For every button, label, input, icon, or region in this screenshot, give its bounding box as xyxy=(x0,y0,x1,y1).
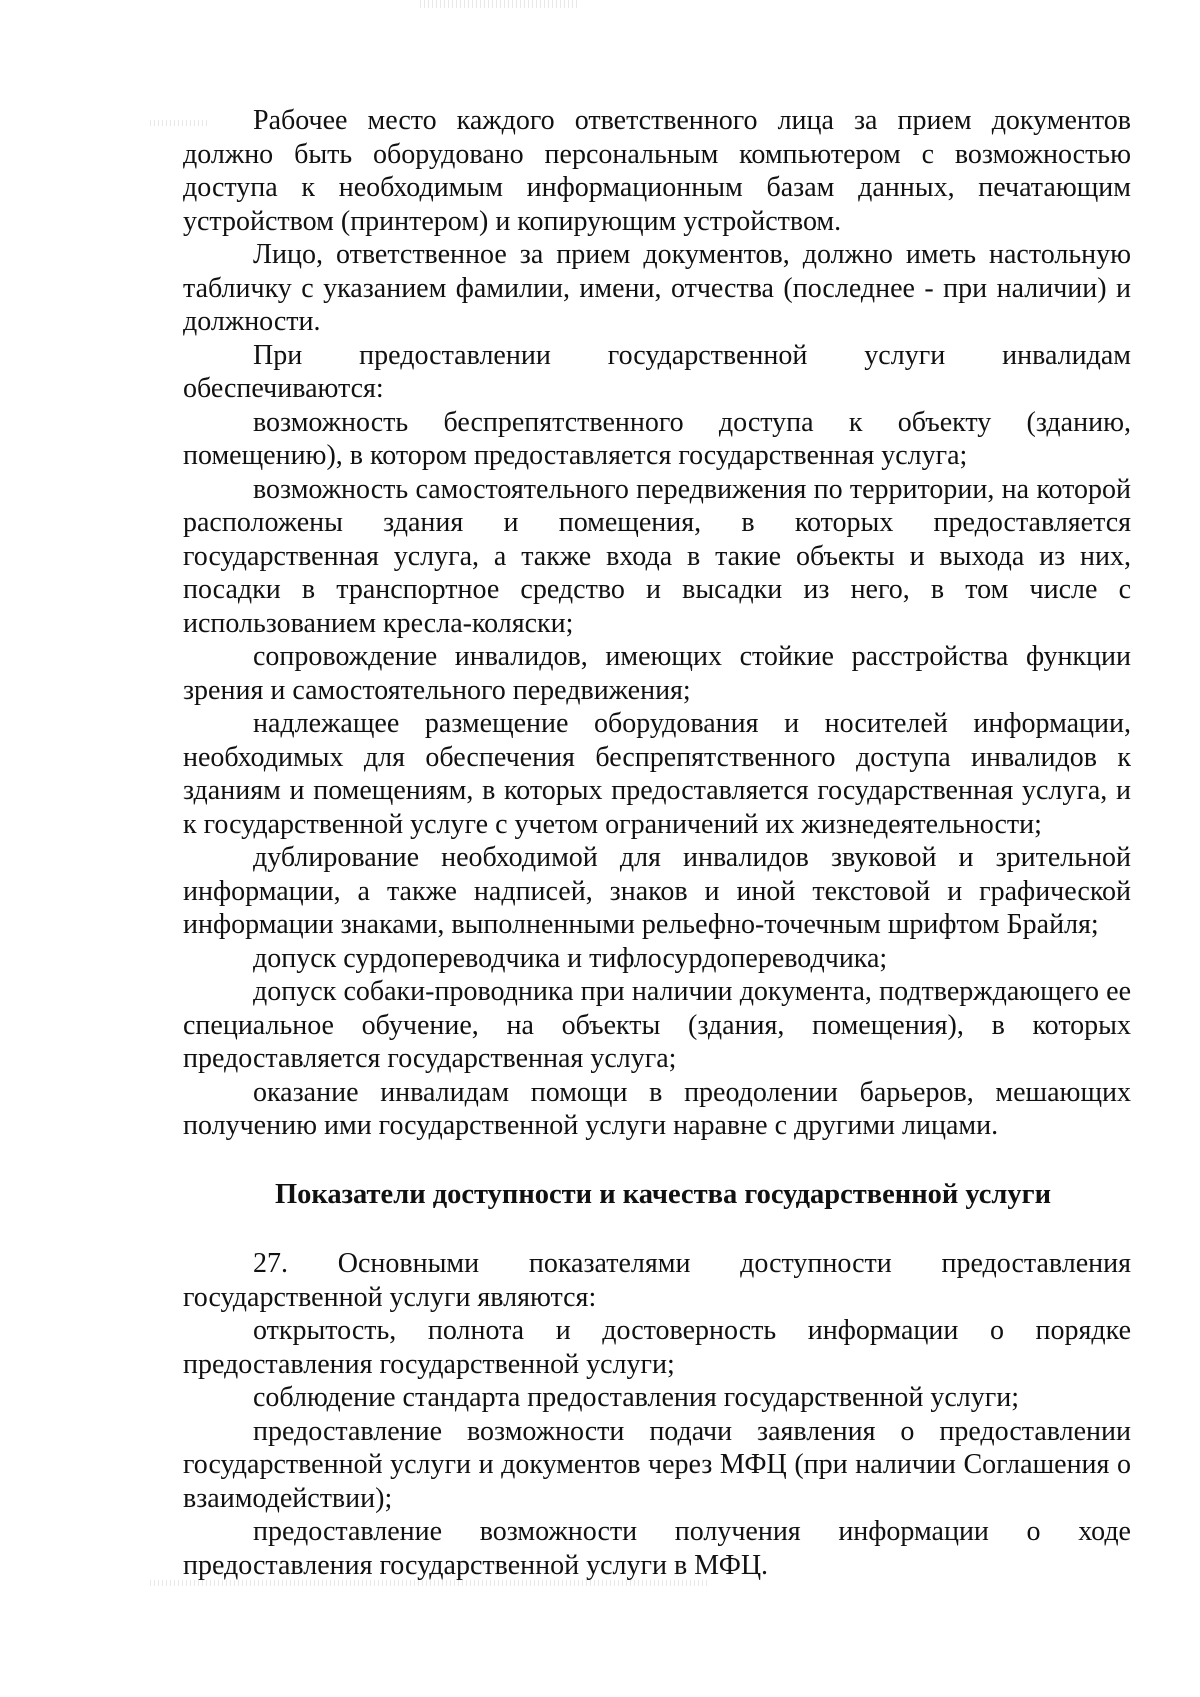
paragraph: открытость, полнота и достоверность информации о порядке предоставления государственной услуги; xyxy=(183,1315,1131,1380)
paragraph: сопровождение инвалидов, имеющих стойкие расстройства функции зрения и самостоятельного передвижения; xyxy=(183,641,1131,706)
paragraph: надлежащее размещение оборудования и носителей информации, необходимых для обеспечения беспрепятственного доступа инвалидов к зданиям и помещениям, в которых предоставляется государственная услуга, и к государственной услуге с учетом ограничений их жизнедеятельности; xyxy=(183,708,1131,840)
paragraph: соблюдение стандарта предоставления государственной услуги; xyxy=(253,1382,1019,1413)
paragraph: Лицо, ответственное за прием документов, должно иметь настольную табличку с указанием фамилии, имени, отчества (последнее - при наличии) и должности. xyxy=(183,239,1131,337)
paragraph: При предоставлении государственной услуги инвалидам обеспечиваются: xyxy=(183,339,1131,404)
paragraph: допуск сурдопереводчика и тифлосурдопереводчика; xyxy=(253,942,888,974)
scan-artifact-top xyxy=(420,0,580,8)
paragraph: возможность самостоятельного передвижения по территории, на которой расположены здания и помещения, в которых предоставляется государственная услуга, а также входа в такие объекты и выхода из них, посадки в транспортное средство и высадки из него, в том числе с использованием кресла-коляски; xyxy=(183,473,1131,639)
paragraph: оказание инвалидам помощи в преодолении барьеров, мешающих получению ими государственной услуги наравне с другими лицами. xyxy=(183,1076,1131,1141)
paragraph: допуск собаки-проводника при наличии документа, подтверждающего ее специальное обучение, на объекты (здания, помещения), в которых предоставляется государственная услуга; xyxy=(183,976,1131,1074)
section-heading: Показатели доступности и качества государственной услуги xyxy=(274,1178,1052,1210)
paragraph: Рабочее место каждого ответственного лица за прием документов должно быть оборудовано персональным компьютером с возможностью доступа к необходимым информационным базам данных, печатающим устройством (принтером) и копирующим устройством. xyxy=(183,105,1131,237)
paragraph: предоставление возможности получения информации о ходе предоставления государственной услуги в МФЦ. xyxy=(183,1516,1131,1581)
paragraph: 27. Основными показателями доступности предоставления государственной услуги являются: xyxy=(183,1248,1131,1313)
paragraph: дублирование необходимой для инвалидов звуковой и зрительной информации, а также надписей, знаков и иной текстовой и графической информации знаками, выполненными рельефно-точечным шрифтом Брайля; xyxy=(183,842,1131,940)
paragraph: возможность беспрепятственного доступа к объекту (зданию, помещению), в котором предоставляется государственная услуга; xyxy=(183,406,1131,471)
paragraph: предоставление возможности подачи заявления о предоставлении государственной услуги и документов через МФЦ (при наличии Соглашения о взаимодействии); xyxy=(183,1415,1131,1514)
document-body xyxy=(183,104,1131,1582)
